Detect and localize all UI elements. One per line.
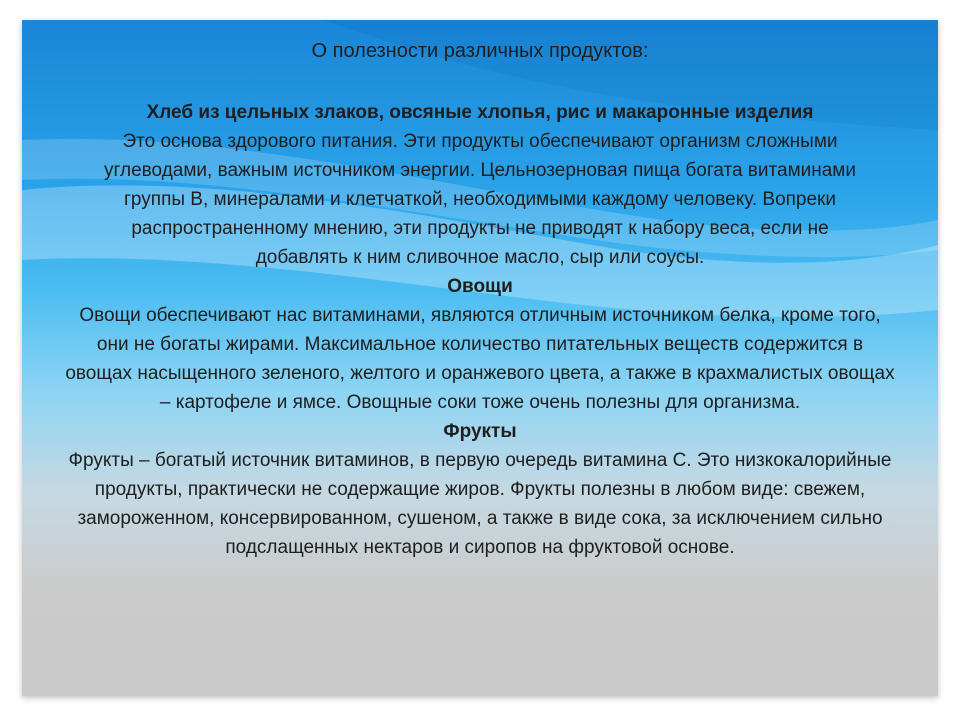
section-text-vegetables: Овощи обеспечивают нас витаминами, являются отличным источником белка, кроме того, они не богаты жирами. Максимальное количество питательных веществ содержится в овощах насыщенного зеленого, желтого и оранжевого цвета, а также в крахмалистых овощах – картофеле и ямсе. Овощные соки тоже очень полезны для организма.	[65, 305, 895, 413]
section-text-fruits: Фрукты – богатый источник витаминов, в первую очередь витамина С. Это низкокалорийные продукты, практически не содержащие жиров. Фрукты полезны в любом виде: свежем, замороженном, консервированном, сушеном, а также в виде сока, за исключением сильно подслащенных нектаров и сиропов на фруктовой основе.	[68, 450, 892, 558]
slide-content	[22, 20, 938, 696]
section-heading-grains: Хлеб из цельных злаков, овсяные хлопья, рис и макаронные изделия	[146, 102, 814, 123]
section-heading-vegetables: Овощи	[447, 276, 513, 297]
section-text-grains: Это основа здорового питания. Эти продукты обеспечивают организм сложными углеводами, важным источником энергии. Цельнозерновая пища богата витаминами группы В, минералами и клетчаткой, необходимыми каждому человеку. Вопреки распространенному мнению, эти продукты не приводят к набору веса, если не добавлять к ним сливочное масло, сыр или соусы.	[104, 131, 856, 268]
section-heading-fruits: Фрукты	[443, 421, 517, 442]
slide-body	[52, 98, 908, 562]
slide	[22, 20, 938, 696]
slide-title: О полезности различных продуктов:	[311, 40, 649, 62]
